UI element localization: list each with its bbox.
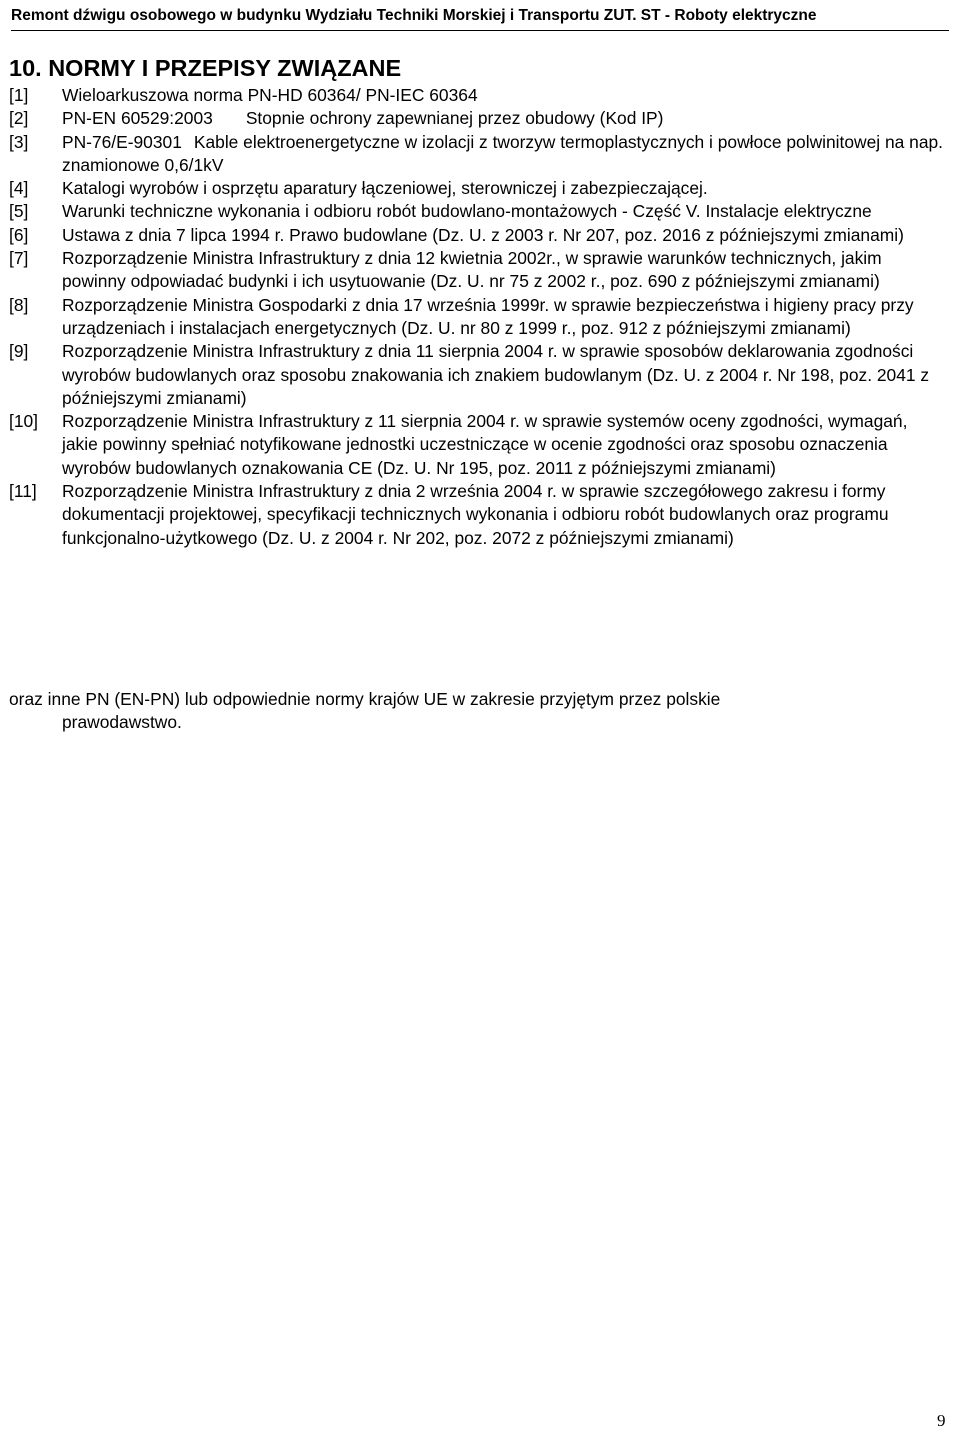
header-text: Remont dźwigu osobowego w budynku Wydziału Techniki Morskiej i Transportu ZUT. ST - Roboty elektryczne xyxy=(11,7,817,24)
reference-item xyxy=(0,107,960,130)
reference-text: Ustawa z dnia 7 lipca 1994 r. Prawo budowlane (Dz. U. z 2003 r. Nr 207, poz. 2016 z późniejszymi zmianami) xyxy=(62,224,904,245)
closing-paragraph xyxy=(9,688,879,735)
reference-code: PN-EN 60529:2003 xyxy=(62,108,213,129)
reference-number: [2] xyxy=(9,108,29,129)
reference-text: Rozporządzenie Ministra Infrastruktury z dnia 12 kwietnia 2002r., w sprawie warunków technicznych, jakim powinny odpowiadać budynki i ich usytuowanie (Dz. U. nr 75 z 2002 r., poz. 690 z późniejszymi zmianami) xyxy=(62,248,882,292)
reference-text: Warunki techniczne wykonania i odbioru robót budowlano-montażowych - Część V. Instalacje elektryczne xyxy=(62,201,872,222)
reference-code: PN-76/E-90301 xyxy=(62,131,182,152)
reference-text: Rozporządzenie Ministra Gospodarki z dnia 17 września 1999r. w sprawie bezpieczeństwa i higieny pracy przy urządzeniach i instalacjach energetycznych (Dz. U. nr 80 z 1999 r., poz. 912 z późniejszymi zmianami) xyxy=(62,294,914,338)
section-title: 10. NORMY I PRZEPISY ZWIĄZANE xyxy=(9,55,402,81)
reference-number: [3] xyxy=(9,131,29,152)
closing-line: prawodawstwo. xyxy=(62,712,182,733)
reference-number: [6] xyxy=(9,224,29,245)
reference-item xyxy=(0,200,960,223)
reference-item xyxy=(0,480,960,550)
reference-item xyxy=(0,294,960,341)
closing-line: oraz inne PN (EN-PN) lub odpowiednie normy krajów UE w zakresie przyjętym przez polskie xyxy=(9,689,721,709)
reference-item xyxy=(0,247,960,294)
reference-item xyxy=(0,131,960,178)
reference-text: Rozporządzenie Ministra Infrastruktury z dnia 11 sierpnia 2004 r. w sprawie sposobów deklarowania zgodności wyrobów budowlanych oraz sposobu znakowania ich znakiem budowlanym (Dz. U. z 2004 r. Nr 198, poz. 2041 z późniejszymi zmianami) xyxy=(62,341,930,408)
reference-number: [9] xyxy=(9,341,29,362)
references-list xyxy=(0,84,960,550)
reference-item xyxy=(0,84,960,107)
reference-text: Stopnie ochrony zapewnianej przez obudowy (Kod IP) xyxy=(245,108,664,129)
reference-number: [4] xyxy=(9,178,29,199)
reference-text: Katalogi wyrobów i osprzętu aparatury łączeniowej, sterowniczej i zabezpieczającej. xyxy=(62,178,708,199)
reference-text: Wieloarkuszowa norma PN-HD 60364/ PN-IEC 60364 xyxy=(62,85,478,105)
running-header xyxy=(11,6,949,31)
reference-item xyxy=(0,224,960,247)
reference-item xyxy=(0,177,960,200)
reference-number: [11] xyxy=(9,481,37,502)
reference-number: [8] xyxy=(9,294,29,315)
reference-text: Rozporządzenie Ministra Infrastruktury z 11 sierpnia 2004 r. w sprawie systemów oceny zgodności, wymagań, jakie powinny spełniać notyfikowane jednostki uczestniczące w ocenie zgodności oraz sposobu oznaczenia wyrobów budowlanych oznakowania CE (Dz. U. Nr 195, poz. 2011 z późniejszymi zmianami) xyxy=(62,411,908,478)
reference-item xyxy=(0,340,960,410)
reference-number: [1] xyxy=(9,85,29,105)
reference-number: [7] xyxy=(9,248,29,269)
reference-body xyxy=(62,131,944,178)
reference-number: [5] xyxy=(9,201,29,222)
page-number: 9 xyxy=(937,1411,946,1430)
reference-text: Kable elektroenergetyczne w izolacji z tworzyw termoplastycznych i powłoce polwinitowej na nap. znamionowe 0,6/1kV xyxy=(62,131,943,175)
reference-number: [10] xyxy=(9,411,39,432)
reference-text: Rozporządzenie Ministra Infrastruktury z dnia 2 września 2004 r. w sprawie szczegółowego zakresu i formy dokumentacji projektowej, specyfikacji technicznych wykonania i odbioru robót budowlanych oraz programu funkcjonalno-użytkowego (Dz. U. z 2004 r. Nr 202, poz. 2072 z późniejszymi zmianami) xyxy=(62,481,889,548)
reference-item xyxy=(0,410,960,480)
reference-body xyxy=(62,107,944,130)
